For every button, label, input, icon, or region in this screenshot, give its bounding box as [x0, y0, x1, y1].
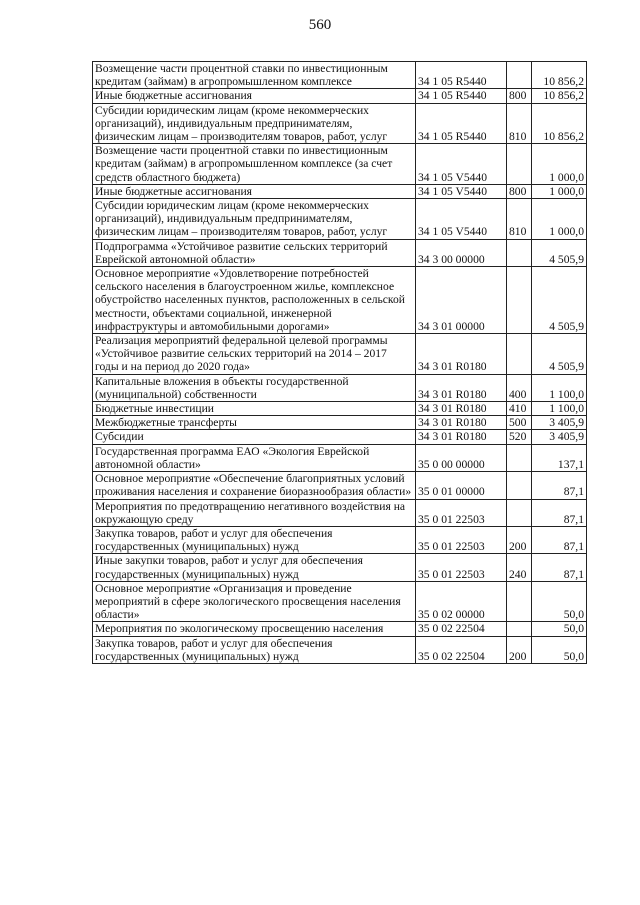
row-amount: 1 100,0	[532, 402, 587, 416]
row-expense-type: 200	[507, 636, 532, 663]
budget-table	[92, 61, 587, 664]
row-code: 35 0 01 22503	[416, 526, 507, 553]
row-expense-type: 500	[507, 416, 532, 430]
row-code: 35 0 01 22503	[416, 554, 507, 581]
row-expense-type: 400	[507, 374, 532, 401]
row-amount: 87,1	[532, 554, 587, 581]
row-code: 35 0 01 00000	[416, 472, 507, 499]
table-row	[93, 267, 587, 334]
table-row	[93, 334, 587, 375]
row-name: Иные бюджетные ассигнования	[93, 89, 416, 103]
table-row	[93, 239, 587, 266]
row-amount: 3 405,9	[532, 430, 587, 444]
table-row	[93, 103, 587, 144]
row-name: Реализация мероприятий федеральной целевой программы «Устойчивое развитие сельских территорий на 2014 – 2017 годы и на период до 2020 года»	[93, 334, 416, 375]
row-code: 35 0 02 22504	[416, 622, 507, 636]
row-code: 34 3 00 00000	[416, 239, 507, 266]
row-code: 34 3 01 R0180	[416, 430, 507, 444]
table-row	[93, 62, 587, 89]
row-name: Межбюджетные трансферты	[93, 416, 416, 430]
table-row	[93, 581, 587, 622]
row-expense-type	[507, 239, 532, 266]
row-expense-type: 810	[507, 103, 532, 144]
table-row	[93, 430, 587, 444]
row-amount: 3 405,9	[532, 416, 587, 430]
row-amount: 1 000,0	[532, 144, 587, 185]
row-code: 34 1 05 R5440	[416, 89, 507, 103]
row-code: 34 3 01 00000	[416, 267, 507, 334]
row-code: 34 3 01 R0180	[416, 334, 507, 375]
table-row	[93, 416, 587, 430]
table-row	[93, 89, 587, 103]
row-name: Субсидии юридическим лицам (кроме некоммерческих организаций), индивидуальным предпринимателям, физическим лицам – производителям товаров, работ, услуг	[93, 199, 416, 240]
row-amount: 87,1	[532, 499, 587, 526]
row-expense-type: 240	[507, 554, 532, 581]
table-row	[93, 636, 587, 663]
row-expense-type	[507, 62, 532, 89]
row-expense-type: 520	[507, 430, 532, 444]
row-name: Возмещение части процентной ставки по инвестиционным кредитам (займам) в агропромышленном комплексе	[93, 62, 416, 89]
row-expense-type	[507, 472, 532, 499]
row-name: Возмещение части процентной ставки по инвестиционным кредитам (займам) в агропромышленном комплексе (за счет средств областного бюджета)	[93, 144, 416, 185]
row-expense-type	[507, 334, 532, 375]
row-expense-type: 800	[507, 184, 532, 198]
row-amount: 10 856,2	[532, 62, 587, 89]
row-expense-type	[507, 267, 532, 334]
row-amount: 10 856,2	[532, 89, 587, 103]
row-amount: 10 856,2	[532, 103, 587, 144]
row-amount: 137,1	[532, 444, 587, 471]
row-code: 34 1 05 R5440	[416, 103, 507, 144]
row-name: Капитальные вложения в объекты государственной (муниципальной) собственности	[93, 374, 416, 401]
row-name: Бюджетные инвестиции	[93, 402, 416, 416]
row-expense-type: 800	[507, 89, 532, 103]
table-row	[93, 199, 587, 240]
row-name: Закупка товаров, работ и услуг для обеспечения государственных (муниципальных) нужд	[93, 636, 416, 663]
row-amount: 50,0	[532, 622, 587, 636]
row-name: Субсидии	[93, 430, 416, 444]
table-row	[93, 444, 587, 471]
table-row	[93, 402, 587, 416]
table-row	[93, 184, 587, 198]
row-code: 34 1 05 V5440	[416, 184, 507, 198]
row-name: Субсидии юридическим лицам (кроме некоммерческих организаций), индивидуальным предпринимателям, физическим лицам – производителям товаров, работ, услуг	[93, 103, 416, 144]
row-name: Подпрограмма «Устойчивое развитие сельских территорий Еврейской автономной области»	[93, 239, 416, 266]
row-code: 35 0 02 00000	[416, 581, 507, 622]
row-name: Иные бюджетные ассигнования	[93, 184, 416, 198]
row-expense-type	[507, 622, 532, 636]
row-code: 34 1 05 V5440	[416, 199, 507, 240]
row-expense-type	[507, 144, 532, 185]
row-amount: 50,0	[532, 636, 587, 663]
row-name: Мероприятия по предотвращению негативного воздействия на окружающую среду	[93, 499, 416, 526]
table-row	[93, 526, 587, 553]
row-expense-type	[507, 444, 532, 471]
row-name: Основное мероприятие «Удовлетворение потребностей сельского населения в благоустроенном жилье, комплексное обустройство населенных пунктов, расположенных в сельской местности, объектами социальной, инженерной инфраструктуры и автомобильными дорогами»	[93, 267, 416, 334]
row-code: 35 0 01 22503	[416, 499, 507, 526]
row-name: Основное мероприятие «Обеспечение благоприятных условий проживания населения и сохранение биоразнообразия области»	[93, 472, 416, 499]
row-amount: 4 505,9	[532, 334, 587, 375]
row-code: 35 0 00 00000	[416, 444, 507, 471]
row-name: Государственная программа ЕАО «Экология Еврейской автономной области»	[93, 444, 416, 471]
row-amount: 4 505,9	[532, 267, 587, 334]
table-row	[93, 472, 587, 499]
table-row	[93, 374, 587, 401]
page-number: 560	[308, 17, 332, 33]
row-name: Иные закупки товаров, работ и услуг для обеспечения государственных (муниципальных) нужд	[93, 554, 416, 581]
row-amount: 87,1	[532, 526, 587, 553]
row-code: 34 1 05 R5440	[416, 62, 507, 89]
row-name: Закупка товаров, работ и услуг для обеспечения государственных (муниципальных) нужд	[93, 526, 416, 553]
row-amount: 1 100,0	[532, 374, 587, 401]
row-amount: 50,0	[532, 581, 587, 622]
row-name: Основное мероприятие «Организация и проведение мероприятий в сфере экологического просвещения населения области»	[93, 581, 416, 622]
row-expense-type: 810	[507, 199, 532, 240]
row-expense-type: 200	[507, 526, 532, 553]
row-expense-type: 410	[507, 402, 532, 416]
table-row	[93, 554, 587, 581]
row-amount: 1 000,0	[532, 184, 587, 198]
table-row	[93, 144, 587, 185]
row-amount: 87,1	[532, 472, 587, 499]
row-expense-type	[507, 499, 532, 526]
row-code: 34 3 01 R0180	[416, 416, 507, 430]
row-code: 34 1 05 V5440	[416, 144, 507, 185]
row-code: 34 3 01 R0180	[416, 374, 507, 401]
table-row	[93, 622, 587, 636]
budget-table-body	[93, 62, 587, 664]
table-row	[93, 499, 587, 526]
row-amount: 1 000,0	[532, 199, 587, 240]
row-expense-type	[507, 581, 532, 622]
row-code: 34 3 01 R0180	[416, 402, 507, 416]
row-name: Мероприятия по экологическому просвещению населения	[93, 622, 416, 636]
row-amount: 4 505,9	[532, 239, 587, 266]
row-code: 35 0 02 22504	[416, 636, 507, 663]
